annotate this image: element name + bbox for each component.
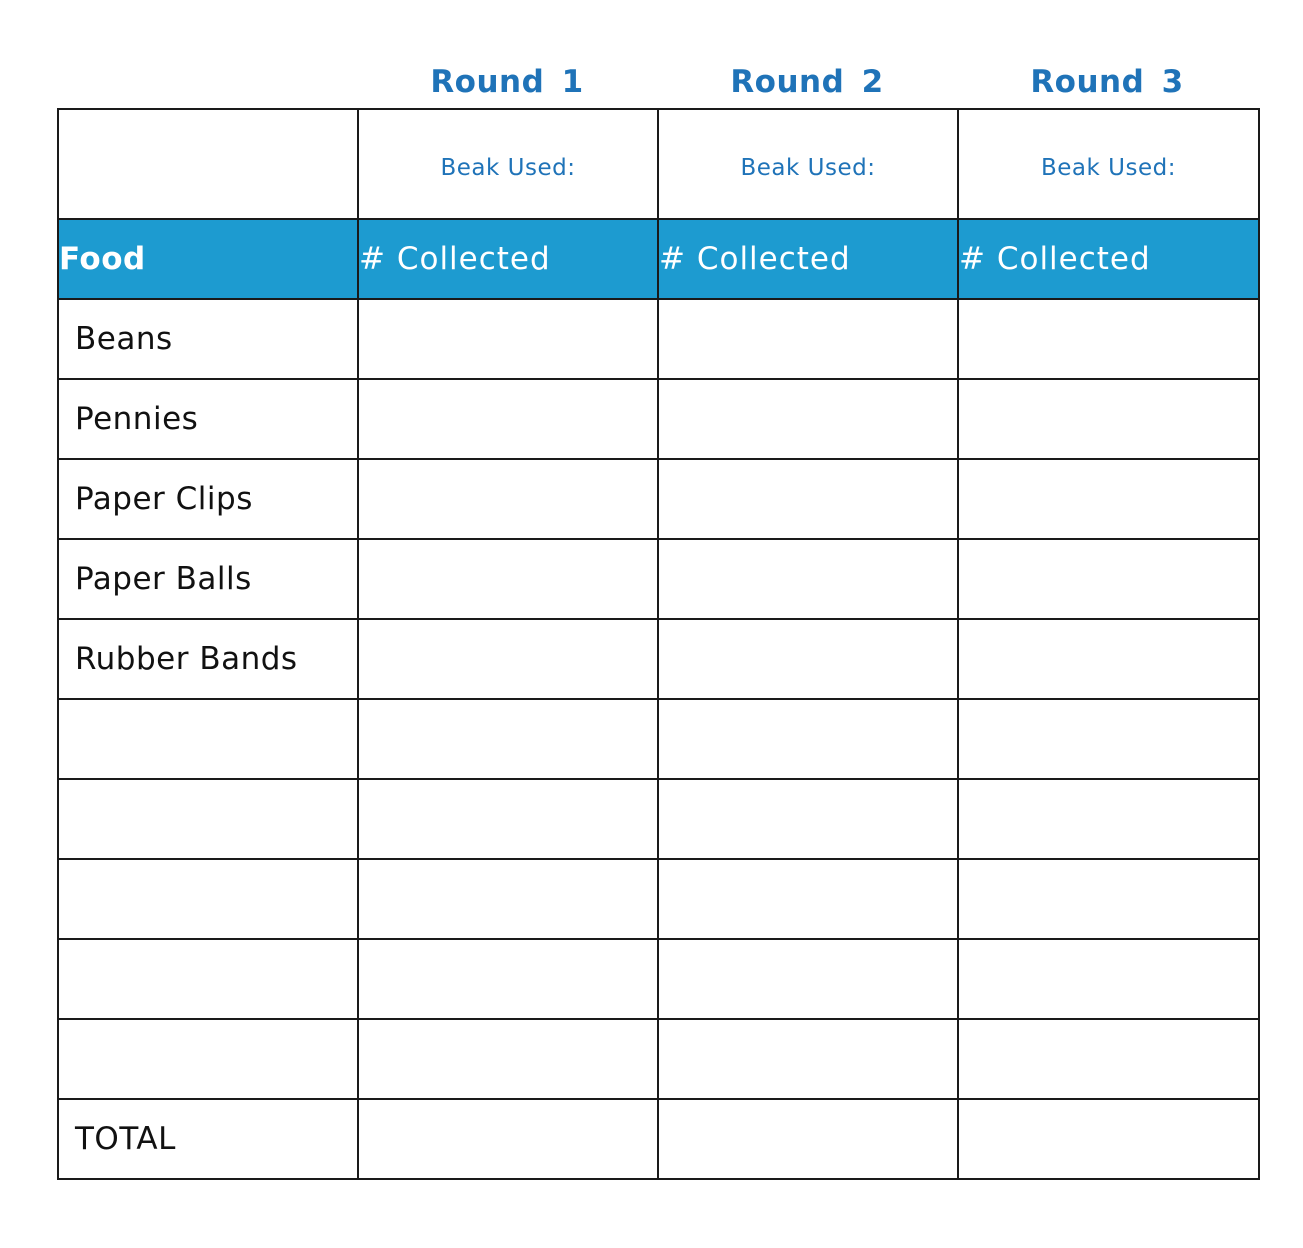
round-1-count-cell[interactable] [358,859,658,939]
food-name-cell[interactable] [58,779,358,859]
blank-corner-cell [58,109,358,219]
round-3-count-cell[interactable] [958,299,1259,379]
round-2-count-cell[interactable] [658,699,958,779]
round-2-count-cell[interactable] [658,1019,958,1099]
round-2-count-cell[interactable] [658,619,958,699]
round-3-beak-cell[interactable] [958,109,1259,219]
round-3-count-cell[interactable] [958,1019,1259,1099]
round-3-count-cell[interactable] [958,779,1259,859]
round-1-beak-label: Beak Used: [440,154,576,181]
round-1-count-cell[interactable] [358,379,658,459]
round-3-count-cell[interactable] [958,619,1259,699]
round-1-beak-cell[interactable] [358,109,658,219]
table-row [58,699,1259,779]
food-column-header: Food [58,219,358,299]
round-2-count-cell[interactable] [658,539,958,619]
round-2-count-cell[interactable] [658,299,958,379]
round-3-total-cell[interactable] [958,1099,1259,1179]
round-1-count-cell[interactable] [358,779,658,859]
round-2-collected-header: # Collected [658,219,958,299]
food-name-cell[interactable]: Beans [58,299,358,379]
food-name-cell[interactable]: Pennies [58,379,358,459]
food-name-cell[interactable]: Paper Balls [58,539,358,619]
round-2-count-cell[interactable] [658,459,958,539]
round-1-count-cell[interactable] [358,299,658,379]
round-3-title: Round 3 [1030,64,1184,100]
round-1-count-cell[interactable] [358,1019,658,1099]
round-3-count-cell[interactable] [958,699,1259,779]
column-header-row [58,219,1259,299]
round-1-count-cell[interactable] [358,539,658,619]
table-row [58,1019,1259,1099]
round-3-count-cell[interactable] [958,459,1259,539]
table-row [58,459,1259,539]
round-2-count-cell[interactable] [658,939,958,1019]
round-1-title: Round 1 [430,64,584,100]
round-2-beak-label: Beak Used: [740,154,876,181]
round-2-title: Round 2 [730,64,884,100]
total-row [58,1099,1259,1179]
food-name-cell[interactable]: Paper Clips [58,459,358,539]
table-row [58,299,1259,379]
round-3-count-cell[interactable] [958,539,1259,619]
round-2-beak-cell[interactable] [658,109,958,219]
round-2-total-cell[interactable] [658,1099,958,1179]
round-3-count-cell[interactable] [958,379,1259,459]
table-row [58,379,1259,459]
food-collection-table [57,108,1260,1180]
round-3-collected-header: # Collected [958,219,1259,299]
table-row [58,859,1259,939]
round-3-count-cell[interactable] [958,939,1259,1019]
total-label: TOTAL [58,1099,358,1179]
beak-used-row [58,109,1259,219]
round-3-count-cell[interactable] [958,859,1259,939]
food-name-cell[interactable]: Rubber Bands [58,619,358,699]
round-3-beak-label: Beak Used: [1041,154,1176,181]
table-row [58,939,1259,1019]
round-2-count-cell[interactable] [658,379,958,459]
food-name-cell[interactable] [58,699,358,779]
round-1-count-cell[interactable] [358,619,658,699]
round-1-count-cell[interactable] [358,699,658,779]
round-2-count-cell[interactable] [658,779,958,859]
table-row [58,539,1259,619]
food-name-cell[interactable] [58,939,358,1019]
table-row [58,619,1259,699]
round-1-count-cell[interactable] [358,459,658,539]
round-2-count-cell[interactable] [658,859,958,939]
food-name-cell[interactable] [58,1019,358,1099]
round-1-count-cell[interactable] [358,939,658,1019]
round-1-collected-header: # Collected [358,219,658,299]
table-row [58,779,1259,859]
food-name-cell[interactable] [58,859,358,939]
round-1-total-cell[interactable] [358,1099,658,1179]
